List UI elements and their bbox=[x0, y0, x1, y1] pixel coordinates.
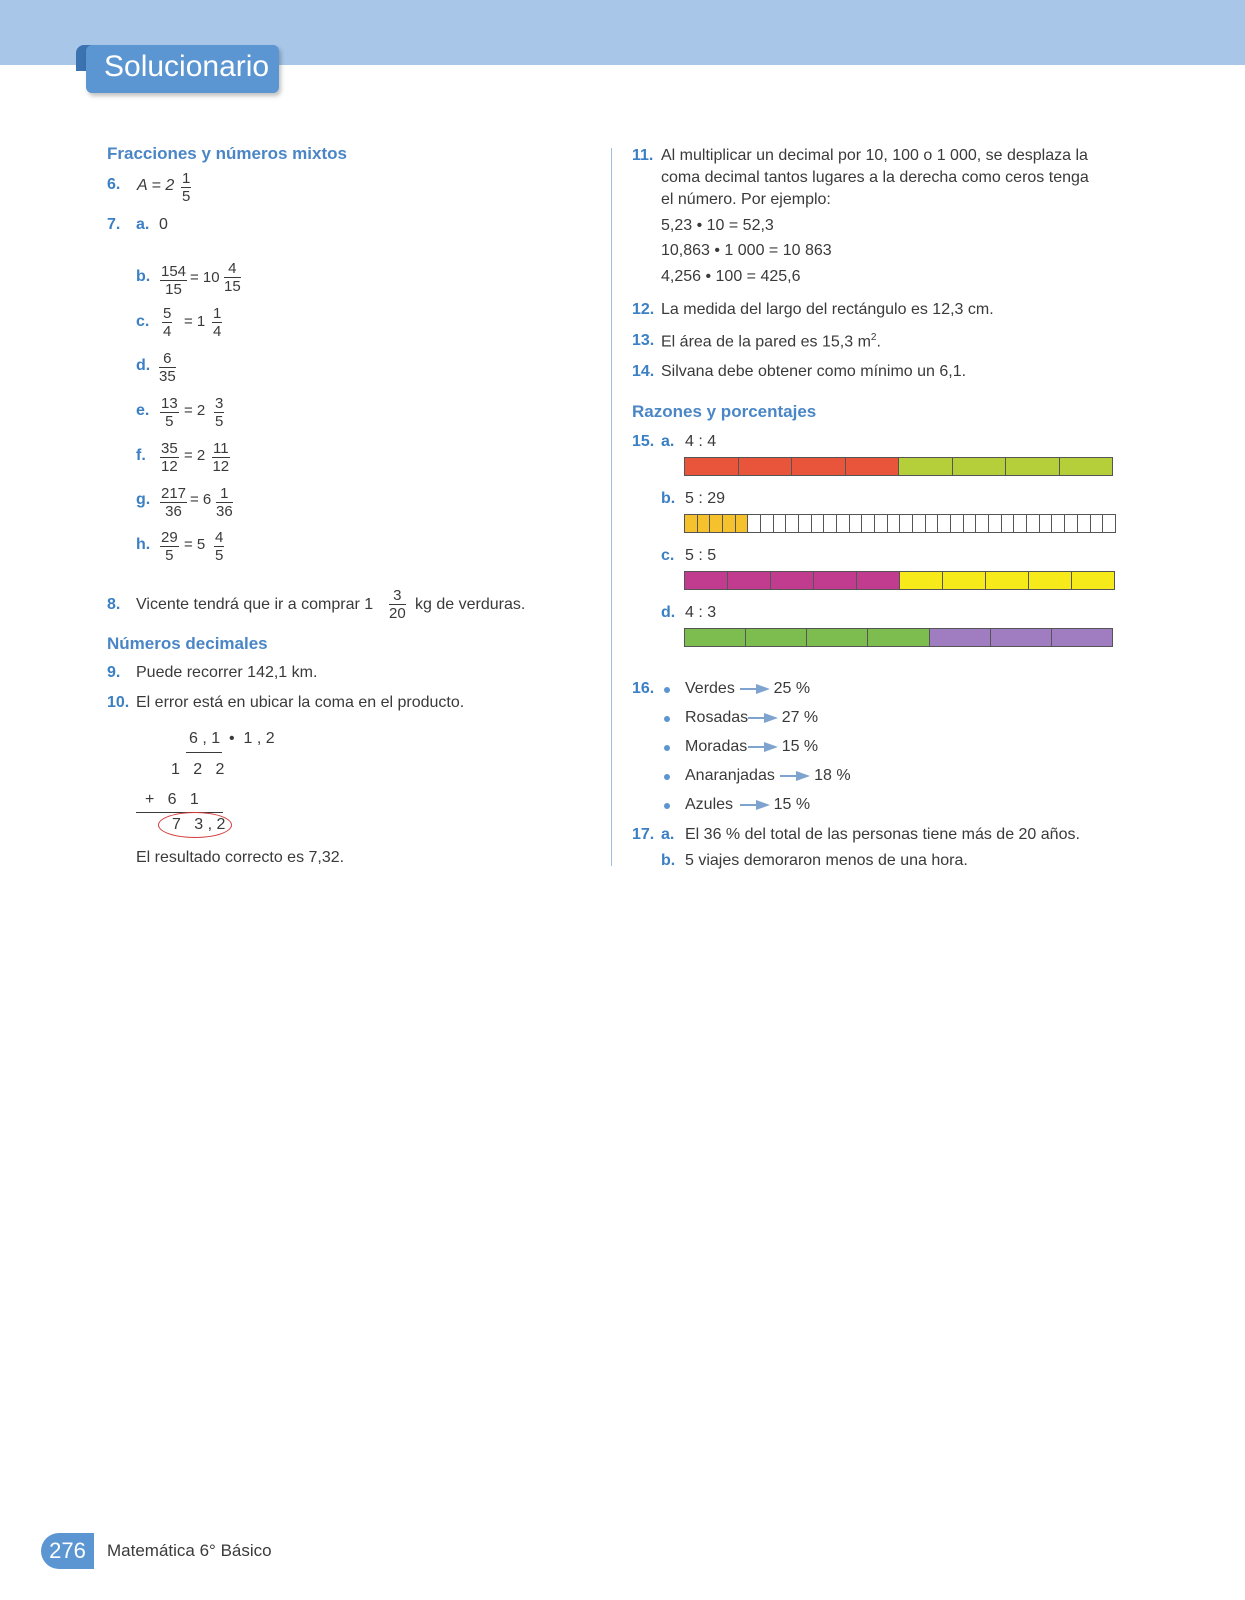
book-title: Matemática 6° Básico bbox=[107, 1541, 272, 1560]
column-separator bbox=[611, 148, 612, 866]
q7c-label: c. bbox=[136, 313, 150, 330]
numerator: 154 bbox=[161, 263, 187, 280]
question-number-9: 9. bbox=[107, 664, 121, 681]
q7c-fraction bbox=[162, 305, 172, 340]
q16-color-label: Moradas bbox=[685, 738, 748, 755]
q7f-fraction bbox=[160, 440, 179, 475]
denominator: 15 bbox=[224, 278, 241, 295]
q17a-label: a. bbox=[661, 826, 675, 843]
q15b-ratio: 5 : 29 bbox=[685, 490, 726, 507]
ratio-bar-cell bbox=[989, 515, 1002, 532]
ratio-bar-cell bbox=[1002, 515, 1015, 532]
ratio-bar-cell bbox=[850, 515, 863, 532]
ratio-bar-cell bbox=[698, 515, 711, 532]
q7h-fraction bbox=[160, 529, 179, 564]
ratio-bar-cell bbox=[913, 515, 926, 532]
question-number-6: 6. bbox=[107, 176, 121, 193]
ratio-bar-cell bbox=[774, 515, 787, 532]
denominator: 5 bbox=[215, 547, 224, 564]
question-number-10: 10. bbox=[107, 694, 130, 711]
ratio-bar-cell bbox=[837, 515, 850, 532]
q7b-mixed-fraction bbox=[224, 260, 241, 295]
ratio-bar-cell bbox=[1078, 515, 1091, 532]
q7e-mixed-fraction bbox=[214, 395, 224, 430]
q9-answer: Puede recorrer 142,1 km. bbox=[136, 664, 318, 681]
q16-color-label: Azules bbox=[685, 796, 734, 813]
q8-text-end: kg de verduras. bbox=[415, 596, 526, 613]
ratio-bar-cell bbox=[943, 572, 986, 589]
arrow-right-icon bbox=[748, 741, 778, 753]
q7h-label: h. bbox=[136, 536, 151, 553]
q7e-equals: = 2 bbox=[184, 402, 206, 419]
ratio-bar-cell bbox=[1103, 515, 1115, 532]
section-heading-decimales: Números decimales bbox=[107, 634, 268, 653]
question-number-13: 13. bbox=[632, 332, 655, 349]
ratio-bar-cell bbox=[1027, 515, 1040, 532]
q7h-mixed-fraction bbox=[214, 529, 224, 564]
ratio-bar-cell bbox=[926, 515, 939, 532]
q11-line-2: coma decimal tantos lugares a la derecha como ceros tenga bbox=[661, 169, 1089, 186]
q15c-ratio-bar bbox=[684, 571, 1115, 590]
q8-text-start: Vicente tendrá que ir a comprar 1 bbox=[136, 596, 374, 613]
numerator: 1 bbox=[182, 170, 191, 187]
q15d-label: d. bbox=[661, 604, 676, 621]
ratio-bar-cell bbox=[1091, 515, 1104, 532]
numerator: 5 bbox=[163, 305, 172, 322]
ratio-bar-cell bbox=[685, 458, 739, 475]
bullet-icon bbox=[664, 687, 670, 693]
ratio-bar-cell bbox=[728, 572, 771, 589]
q11-line-1: Al multiplicar un decimal por 10, 100 o 1 000, se desplaza la bbox=[661, 147, 1088, 164]
question-number-11: 11. bbox=[632, 147, 654, 164]
question-number-12: 12. bbox=[632, 301, 655, 318]
q13-superscript: 2 bbox=[870, 332, 877, 343]
q17b-answer: 5 viajes demoraron menos de una hora. bbox=[685, 852, 968, 869]
denominator: 12 bbox=[212, 458, 230, 475]
numerator: 35 bbox=[161, 440, 178, 457]
ratio-bar-cell bbox=[976, 515, 989, 532]
q17b-label: b. bbox=[661, 852, 676, 869]
ratio-bar-cell bbox=[991, 629, 1052, 646]
numerator: 3 bbox=[389, 587, 406, 605]
ratio-bar-cell bbox=[799, 515, 812, 532]
ratio-bar-cell bbox=[951, 515, 964, 532]
numerator: 13 bbox=[161, 395, 178, 412]
q15c-label: c. bbox=[661, 547, 675, 564]
denominator: 5 bbox=[165, 547, 174, 564]
ratio-bar-cell bbox=[746, 629, 807, 646]
denominator: 36 bbox=[165, 503, 182, 520]
ratio-bar-cell bbox=[953, 458, 1007, 475]
ratio-bar-cell bbox=[930, 629, 991, 646]
denominator: 4 bbox=[163, 323, 172, 340]
page-number: 276 bbox=[41, 1533, 94, 1569]
question-number-7: 7. bbox=[107, 216, 121, 233]
ratio-bar-cell bbox=[824, 515, 837, 532]
numerator: 3 bbox=[215, 395, 224, 412]
q15d-ratio-bar bbox=[684, 628, 1113, 647]
ratio-bar-cell bbox=[792, 458, 846, 475]
denominator: 5 bbox=[215, 413, 224, 430]
q7f-label: f. bbox=[136, 447, 146, 464]
q11-example-2: 10,863 • 1 000 = 10 863 bbox=[661, 242, 832, 259]
q6-lhs: A = 2 bbox=[137, 177, 175, 194]
ratio-bar-cell bbox=[862, 515, 875, 532]
q7f-equals: = 2 bbox=[184, 447, 206, 464]
q10-conclusion: El resultado correcto es 7,32. bbox=[136, 849, 345, 866]
q16-percentage: 15 % bbox=[781, 738, 819, 755]
ratio-bar-cell bbox=[900, 572, 943, 589]
ratio-bar-cell bbox=[1052, 629, 1112, 646]
q11-example-3: 4,256 • 100 = 425,6 bbox=[661, 268, 801, 285]
q7b-label: b. bbox=[136, 268, 151, 285]
denominator: 4 bbox=[213, 323, 222, 340]
denominator: 36 bbox=[216, 503, 233, 520]
q15a-ratio: 4 : 4 bbox=[685, 433, 717, 450]
q7a-label: a. bbox=[136, 216, 150, 233]
q13-answer bbox=[661, 332, 881, 351]
q7d-fraction bbox=[159, 350, 176, 385]
q7g-label: g. bbox=[136, 491, 151, 508]
q11-line-3: el número. Por ejemplo: bbox=[661, 191, 831, 208]
arrow-right-icon bbox=[740, 683, 770, 695]
q11-example-1: 5,23 • 10 = 52,3 bbox=[661, 217, 774, 234]
q15a-ratio-bar bbox=[684, 457, 1113, 476]
denominator: 15 bbox=[165, 281, 182, 298]
bullet-icon bbox=[664, 803, 670, 809]
q7d-label: d. bbox=[136, 357, 151, 374]
ratio-bar-cell bbox=[1060, 458, 1113, 475]
arrow-right-icon bbox=[780, 770, 810, 782]
q13-period: . bbox=[876, 333, 881, 351]
ratio-bar-cell bbox=[1040, 515, 1053, 532]
page-title: Solucionario bbox=[104, 50, 270, 83]
q7a-answer: 0 bbox=[159, 216, 168, 233]
ratio-bar-cell bbox=[739, 458, 793, 475]
q16-percentage: 18 % bbox=[814, 767, 851, 784]
ratio-bar-cell bbox=[1065, 515, 1078, 532]
ratio-bar-cell bbox=[736, 515, 749, 532]
q15d-ratio: 4 : 3 bbox=[685, 604, 717, 621]
ratio-bar-cell bbox=[761, 515, 774, 532]
question-number-14: 14. bbox=[632, 363, 655, 380]
q6-fraction bbox=[181, 170, 191, 205]
ratio-bar-cell bbox=[900, 515, 913, 532]
q16-color-label: Verdes bbox=[685, 680, 735, 697]
ratio-bar-cell bbox=[685, 629, 746, 646]
ratio-bar-cell bbox=[812, 515, 825, 532]
q10-partial-row-2: + 6 1 bbox=[145, 791, 199, 808]
q7g-equals: = 6 bbox=[190, 491, 212, 508]
ratio-bar-cell bbox=[748, 515, 761, 532]
q15b-ratio-bar bbox=[684, 514, 1116, 533]
section-heading-fracciones: Fracciones y números mixtos bbox=[107, 144, 347, 163]
bullet-icon bbox=[664, 716, 670, 722]
ratio-bar-cell bbox=[938, 515, 951, 532]
q10-partial-row-1: 1 2 2 bbox=[171, 761, 225, 778]
question-number-17: 17. bbox=[632, 826, 655, 843]
ratio-bar-cell bbox=[685, 515, 698, 532]
denominator: 12 bbox=[161, 458, 178, 475]
ratio-bar-cell bbox=[857, 572, 900, 589]
arrow-right-icon bbox=[740, 799, 770, 811]
q15a-label: a. bbox=[661, 433, 675, 450]
q8-fraction bbox=[389, 587, 406, 622]
q10-operation-line bbox=[186, 752, 222, 753]
ratio-bar-cell bbox=[814, 572, 857, 589]
ratio-bar-cell bbox=[1052, 515, 1065, 532]
numerator: 217 bbox=[161, 485, 187, 502]
ratio-bar-cell bbox=[1029, 572, 1072, 589]
ratio-bar-cell bbox=[723, 515, 736, 532]
ratio-bar-cell bbox=[1006, 458, 1060, 475]
ratio-bar-cell bbox=[786, 515, 799, 532]
ratio-bar-cell bbox=[1014, 515, 1027, 532]
q7e-label: e. bbox=[136, 402, 150, 419]
ratio-bar-cell bbox=[685, 572, 728, 589]
ratio-bar-cell bbox=[964, 515, 977, 532]
ratio-bar-cell bbox=[875, 515, 888, 532]
numerator: 6 bbox=[159, 350, 176, 368]
q12-answer: La medida del largo del rectángulo es 12,3 cm. bbox=[661, 301, 994, 318]
section-heading-razones: Razones y porcentajes bbox=[632, 402, 817, 421]
q16-percentage: 25 % bbox=[773, 680, 811, 697]
q7f-mixed-fraction bbox=[212, 440, 230, 475]
question-number-16: 16. bbox=[632, 680, 655, 697]
q13-text: El área de la pared es 15,3 m bbox=[661, 333, 871, 351]
q16-percentage: 27 % bbox=[781, 709, 819, 726]
q10-answer: El error está en ubicar la coma en el producto. bbox=[136, 694, 465, 711]
arrow-right-icon bbox=[748, 712, 778, 724]
q15b-label: b. bbox=[661, 490, 676, 507]
q16-color-label: Anaranjadas bbox=[685, 767, 775, 784]
q14-answer: Silvana debe obtener como mínimo un 6,1. bbox=[661, 363, 967, 380]
ratio-bar-cell bbox=[771, 572, 814, 589]
q7g-mixed-fraction bbox=[216, 485, 233, 520]
q7b-fraction bbox=[160, 263, 187, 298]
ratio-bar-cell bbox=[888, 515, 901, 532]
denominator: 35 bbox=[159, 368, 176, 385]
numerator: 29 bbox=[161, 529, 178, 546]
ratio-bar-cell bbox=[986, 572, 1029, 589]
q7b-equals: = 10 bbox=[190, 269, 220, 286]
numerator: 1 bbox=[213, 305, 222, 322]
bullet-icon bbox=[664, 774, 670, 780]
ratio-bar-cell bbox=[868, 629, 929, 646]
q7h-equals: = 5 bbox=[184, 536, 206, 553]
question-number-15: 15. bbox=[632, 433, 655, 450]
bullet-icon bbox=[664, 745, 670, 751]
numerator: 1 bbox=[216, 485, 233, 503]
ratio-bar-cell bbox=[710, 515, 723, 532]
ratio-bar-cell bbox=[1072, 572, 1114, 589]
q17a-answer: El 36 % del total de las personas tiene más de 20 años. bbox=[685, 826, 1080, 843]
q7g-fraction bbox=[160, 485, 187, 520]
q7e-fraction bbox=[160, 395, 179, 430]
numerator: 4 bbox=[224, 260, 241, 278]
q10-operation: 6 , 1 • 1 , 2 bbox=[189, 730, 275, 747]
q7c-equals: = 1 bbox=[184, 313, 206, 330]
ratio-bar-cell bbox=[807, 629, 868, 646]
q16-percentage: 15 % bbox=[773, 796, 811, 813]
ratio-bar-cell bbox=[846, 458, 900, 475]
q16-color-label: Rosadas bbox=[685, 709, 749, 726]
q15c-ratio: 5 : 5 bbox=[685, 547, 717, 564]
q7c-mixed-fraction bbox=[212, 305, 222, 340]
ratio-bar-cell bbox=[899, 458, 953, 475]
numerator: 11 bbox=[213, 440, 229, 457]
denominator: 20 bbox=[389, 605, 406, 622]
numerator: 4 bbox=[215, 529, 224, 546]
denominator: 5 bbox=[165, 413, 174, 430]
q10-wrong-result: 7 3 , 2 bbox=[172, 816, 226, 833]
question-number-8: 8. bbox=[107, 596, 121, 613]
denominator: 5 bbox=[182, 188, 191, 205]
